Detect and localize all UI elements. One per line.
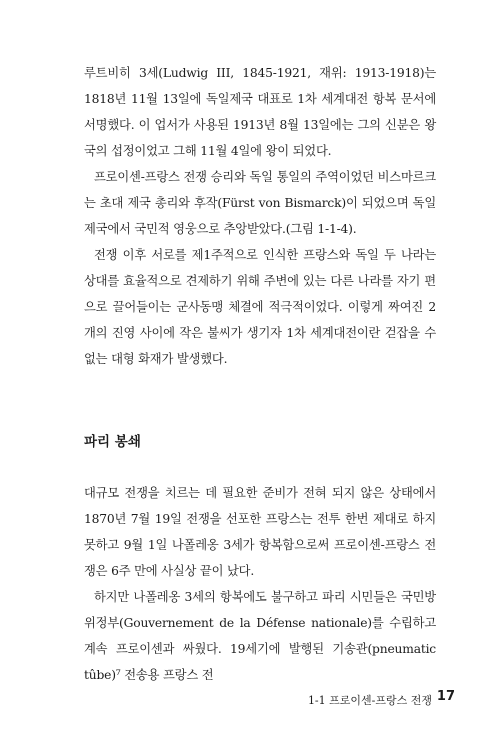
paragraph: 하지만 나폴레옹 3세의 항복에도 불구하고 파리 시민들은 국민방위정부(Gouvernement de la Défense nationale)를 수립하고 계속 프로이센과 싸웠다. 19세기에 발행된 기송관(pneumatic tûbe)⁷ 전송용 프랑스 전 [84,590,436,682]
paragraph: 전쟁 이후 서로를 제1주적으로 인식한 프랑스와 독일 두 나라는 상대를 효율적으로 견제하기 위해 주변에 있는 다른 나라를 자기 편으로 끌어들이는 군사동맹 체결에 적극적이었다. 이렇게 짜여진 2개의 진영 사이에 작은 불씨가 생기자 1차 세계대전이란 걷잡을 수 없는 대형 화재가 발생했다. [84,248,436,366]
section-heading: 파리 봉쇄 [84,434,141,450]
paragraph: 루트비히 3세(Ludwig III, 1845-1921, 재위: 1913-1918)는 1818년 11월 13일에 독일제국 대표로 1차 세계대전 항복 문서에 서명했다. 이 업서가 사용된 1913년 8월 13일에는 그의 신분은 왕국의 섭정이었고 그해 11월 4일에 왕이 되었다. [84,66,436,158]
running-footer-chapter: 1-1 프로이센-프랑스 전쟁 [307,694,432,707]
page-number: 17 [436,689,455,704]
body-text-top [84,60,436,372]
paragraph: 대규모 전쟁을 치르는 데 필요한 준비가 전혀 되지 않은 상태에서 1870년 7월 19일 전쟁을 선포한 프랑스는 전투 한번 제대로 하지 못하고 9월 1일 나폴레옹 3세가 항복함으로써 프로이센-프랑스 전쟁은 6주 만에 사실상 끝이 났다. [84,486,436,578]
body-text-bottom [84,480,436,688]
paragraph: 프로이센-프랑스 전쟁 승리와 독일 통일의 주역이었던 비스마르크는 초대 제국 총리와 후작(Fürst von Bismarck)이 되었으며 독일제국에서 국민적 영웅으로 추앙받았다.(그림 1-1-4). [84,170,436,236]
